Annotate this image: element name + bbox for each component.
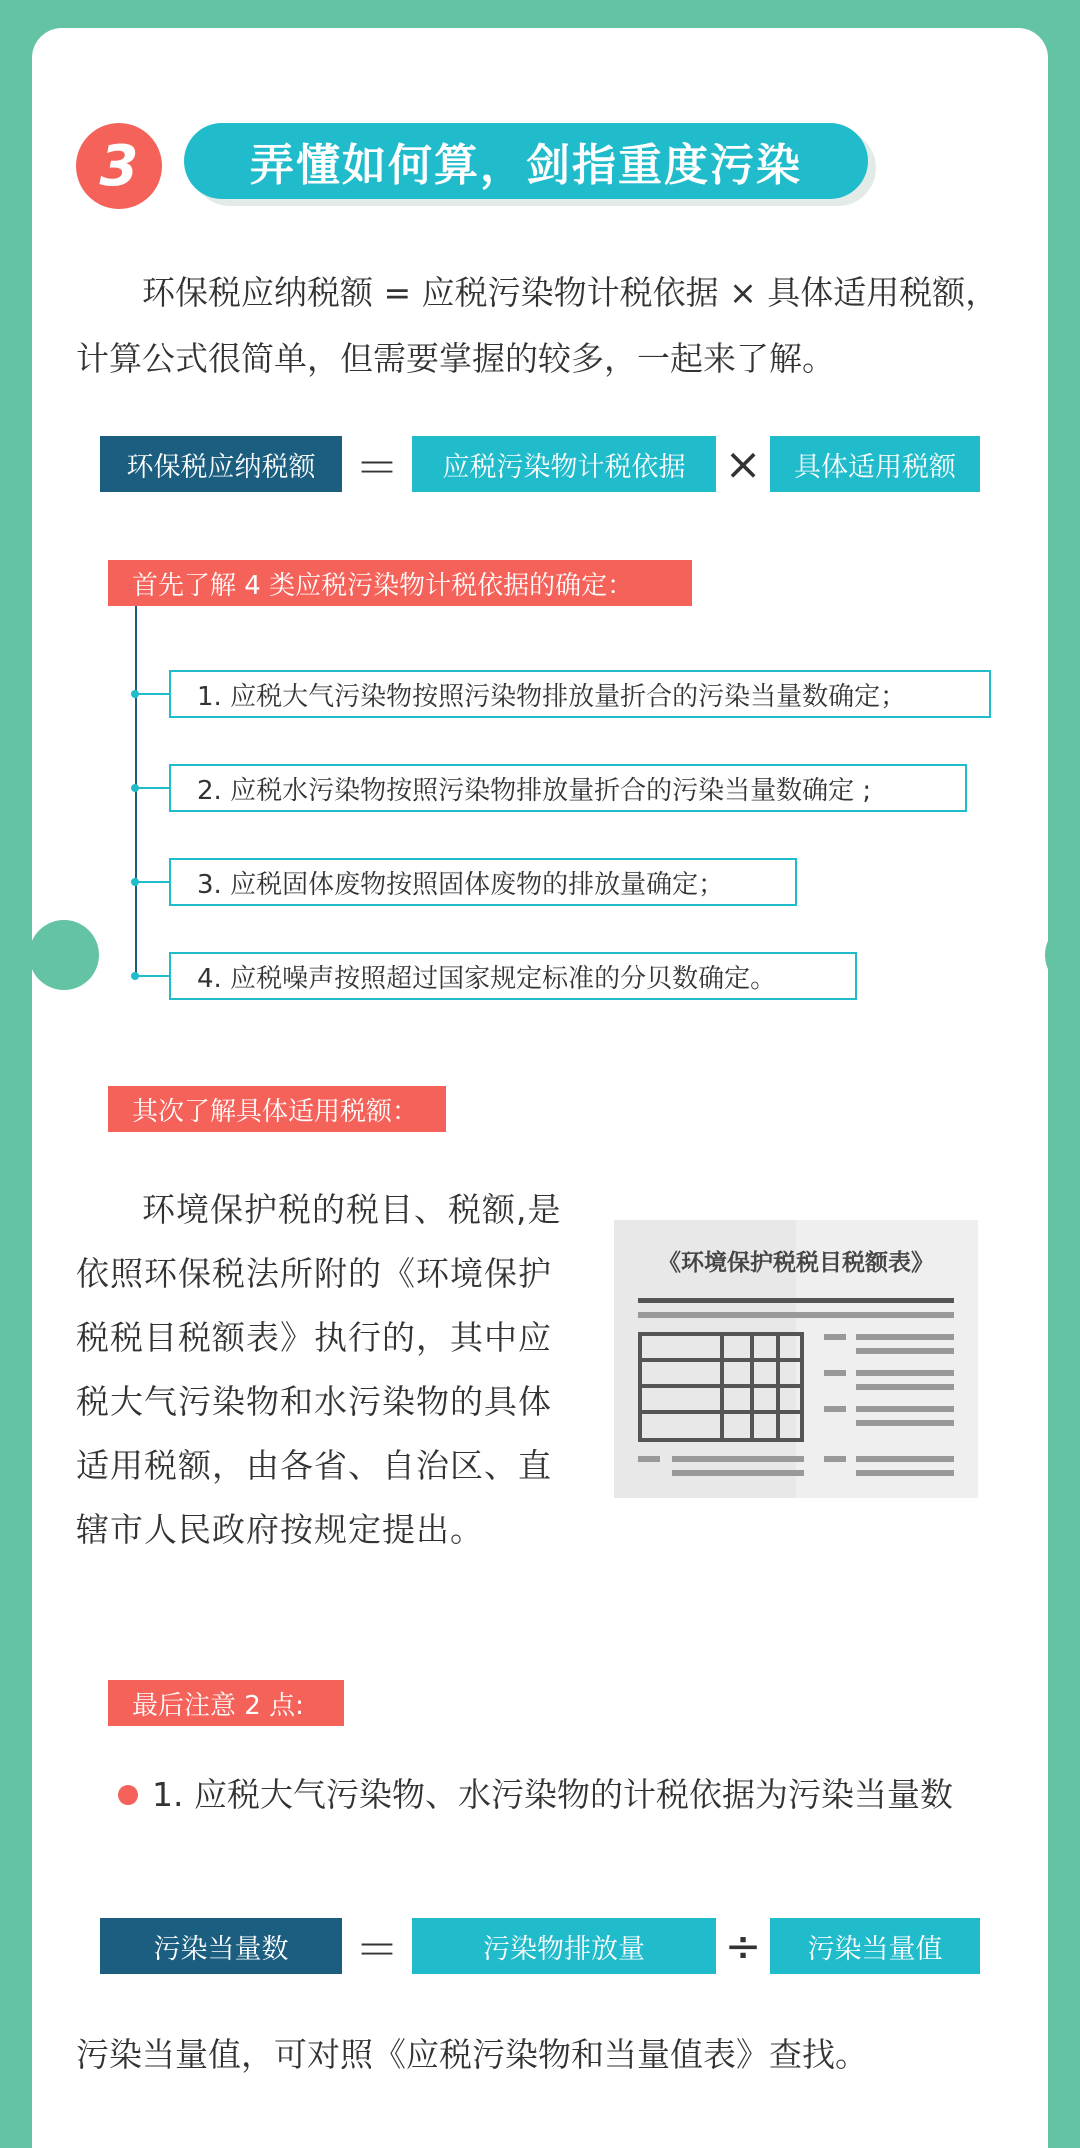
doc-bullet-4 xyxy=(638,1456,660,1462)
intro-paragraph: 环保税应纳税额 = 应税污染物计税依据 × 具体适用税额，计算公式很简单，但需要掌握的较多，一起来了解。 xyxy=(76,273,999,378)
doc-line-3 xyxy=(856,1370,954,1376)
formula1-times: × xyxy=(724,438,762,490)
doc-line-9 xyxy=(856,1456,954,1462)
formula2-equals: ＝ xyxy=(355,1925,399,1976)
doc-bullet-2 xyxy=(824,1370,846,1376)
doc-table-icon xyxy=(638,1332,804,1442)
tree-line xyxy=(135,606,137,978)
tree-branch-4 xyxy=(135,975,169,977)
doc-line-2 xyxy=(856,1348,954,1354)
doc-bullet-5 xyxy=(824,1456,846,1462)
doc-line-8 xyxy=(672,1470,804,1476)
doc-line-5 xyxy=(856,1406,954,1412)
formula2-mid-box: 污染物排放量 xyxy=(412,1918,716,1974)
doc-rule-1 xyxy=(638,1298,954,1303)
label-rate: 其次了解具体适用税额： xyxy=(108,1086,446,1132)
label-basis: 首先了解 4 类应税污染物计税依据的确定： xyxy=(108,560,692,606)
formula1-left-box: 环保税应纳税额 xyxy=(100,436,342,492)
formula1-right-box: 具体适用税额 xyxy=(770,436,980,492)
basis-item-4: 4. 应税噪声按照超过国家规定标准的分贝数确定。 xyxy=(169,952,857,1000)
tax-table-illustration xyxy=(614,1220,978,1498)
formula2-divide: ÷ xyxy=(724,1920,762,1972)
bullet-dot xyxy=(118,1785,138,1805)
doc-line-6 xyxy=(856,1420,954,1426)
doc-bullet-3 xyxy=(824,1406,846,1412)
rate-text: 环境保护税的税目、税额,是依照环保税法所附的《环境保护税税目税额表》执行的，其中应税大气污染物和水污染物的具体适用税额，由各省、自治区、直辖市人民政府按规定提出。 xyxy=(76,1190,562,1549)
right-notch xyxy=(1045,920,1080,990)
label-notes: 最后注意 2 点: xyxy=(108,1680,344,1726)
doc-line-7 xyxy=(672,1456,804,1462)
tree-branch-1 xyxy=(135,693,169,695)
note1-text: 1. 应税大气污染物、水污染物的计税依据为污染当量数 xyxy=(152,1775,953,1814)
doc-line-10 xyxy=(856,1470,954,1476)
rate-paragraph xyxy=(76,1178,566,1562)
doc-bullet-1 xyxy=(824,1334,846,1340)
tree-branch-2 xyxy=(135,787,169,789)
section-number-badge: 3 xyxy=(76,123,162,209)
basis-item-2: 2. 应税水污染物按照污染物排放量折合的污染当量数确定 ; xyxy=(169,764,967,812)
doc-rule-2 xyxy=(638,1312,954,1318)
formula1-mid-box: 应税污染物计税依据 xyxy=(412,436,716,492)
section-title: 弄懂如何算，剑指重度污染 xyxy=(184,123,868,199)
tree-branch-3 xyxy=(135,881,169,883)
basis-item-1: 1. 应税大气污染物按照污染物排放量折合的污染当量数确定； xyxy=(169,670,991,718)
doc-line-4 xyxy=(856,1384,954,1390)
formula2-right-box: 污染当量值 xyxy=(770,1918,980,1974)
footer-paragraph: 污染当量值，可对照《应税污染物和当量值表》查找。 xyxy=(76,2035,868,2074)
basis-item-3: 3. 应税固体废物按照固体废物的排放量确定； xyxy=(169,858,797,906)
doc-line-1 xyxy=(856,1334,954,1340)
doc-title: 《环境保护税税目税额表》 xyxy=(658,1250,934,1276)
formula1-equals: ＝ xyxy=(355,443,399,494)
note1-paragraph xyxy=(76,1762,1016,1828)
formula2-left-box: 污染当量数 xyxy=(100,1918,342,1974)
left-notch xyxy=(29,920,99,990)
